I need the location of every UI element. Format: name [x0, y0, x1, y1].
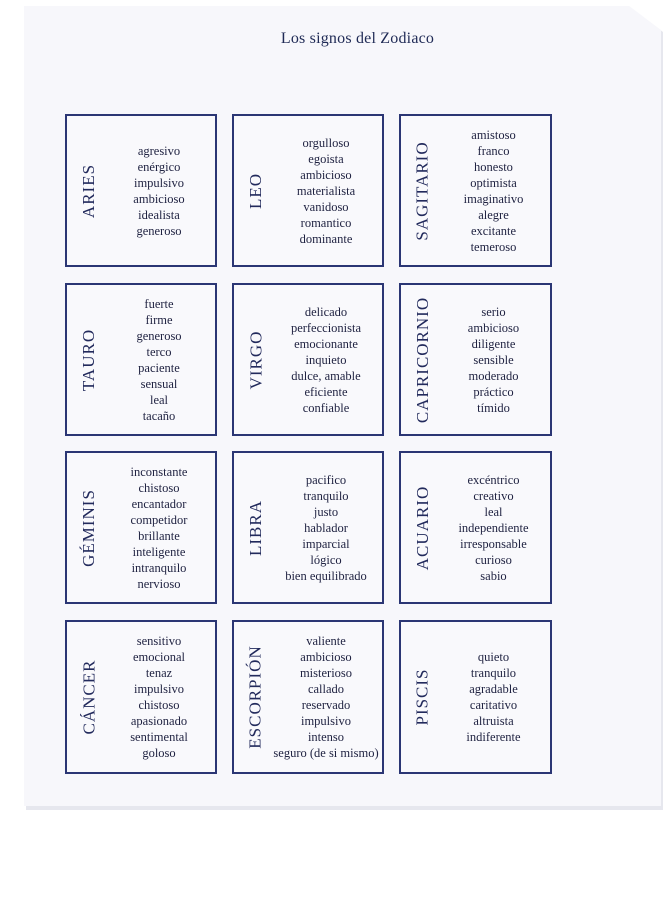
sign-card-sagitario — [399, 114, 552, 267]
sign-name: LIBRA — [246, 499, 265, 556]
trait-item: ambicioso — [300, 650, 352, 664]
trait-item: orgulloso — [302, 135, 350, 150]
trait-list — [441, 453, 546, 602]
sign-name: ARIES — [79, 163, 98, 218]
trait-item: tímido — [477, 400, 510, 415]
trait-item: idealista — [138, 207, 180, 222]
sign-card-cáncer — [65, 620, 217, 774]
trait-item: creativo — [473, 488, 514, 503]
page-title: Los signos del Zodiaco — [280, 30, 435, 47]
trait-item: impulsivo — [133, 175, 184, 190]
trait-item: tacaño — [142, 408, 176, 423]
trait-list — [274, 453, 378, 602]
trait-item: reservado — [301, 698, 351, 712]
trait-item: impulsivo — [133, 682, 184, 696]
trait-item: callado — [307, 682, 345, 696]
trait-list — [441, 622, 546, 772]
trait-item: sabio — [480, 568, 507, 583]
trait-item: sentimental — [130, 730, 188, 744]
trait-item: optimista — [470, 175, 517, 190]
trait-item: valiente — [306, 634, 346, 648]
trait-item: brillante — [138, 528, 180, 543]
trait-item: encantador — [131, 496, 187, 511]
trait-item: intranquilo — [131, 560, 187, 575]
trait-item: vanidoso — [303, 199, 349, 214]
sign-card-géminis — [65, 451, 217, 604]
trait-item: agresivo — [137, 143, 181, 158]
trait-list — [107, 622, 211, 772]
sign-name: VIRGO — [246, 330, 265, 389]
trait-list — [107, 116, 211, 265]
trait-item: temeroso — [470, 239, 517, 254]
trait-item: goloso — [142, 746, 176, 760]
trait-item: inteligente — [132, 544, 186, 559]
trait-item: altruista — [473, 714, 514, 728]
sign-name: CAPRICORNIO — [413, 296, 432, 423]
trait-item: sensitivo — [136, 634, 182, 648]
trait-item: generoso — [136, 223, 182, 238]
trait-item: inquieto — [305, 352, 347, 367]
sign-card-virgo — [232, 283, 384, 436]
trait-item: justo — [313, 504, 339, 519]
trait-item: amistoso — [471, 127, 516, 142]
sign-name: TAURO — [79, 328, 99, 391]
sign-name: CÁNCER — [79, 659, 98, 735]
trait-item: leal — [149, 392, 169, 407]
trait-item: ambicioso — [467, 320, 520, 335]
trait-item: leal — [484, 504, 503, 519]
trait-item: tenaz — [145, 666, 173, 680]
trait-item: inconstante — [130, 464, 188, 479]
trait-item: generoso — [136, 328, 182, 343]
trait-item: romantico — [300, 215, 352, 230]
trait-item: curioso — [475, 552, 512, 567]
trait-list — [441, 116, 546, 265]
trait-item: indiferente — [466, 730, 521, 744]
trait-item: tranquilo — [470, 666, 517, 680]
trait-item: egoista — [308, 151, 344, 166]
sign-name: LEO — [246, 172, 266, 209]
trait-item: sensible — [473, 352, 514, 367]
trait-item: tranquilo — [303, 488, 349, 503]
trait-item: chistoso — [138, 698, 180, 712]
trait-item: enérgico — [137, 159, 181, 174]
sign-name-wrapper — [405, 285, 441, 434]
trait-item: lógico — [310, 552, 342, 567]
trait-item: moderado — [468, 368, 519, 383]
trait-item: perfeccionista — [290, 320, 362, 335]
trait-list — [107, 285, 211, 434]
trait-item: alegre — [478, 207, 509, 222]
trait-item: firme — [145, 312, 173, 327]
sign-card-capricornio — [399, 283, 552, 436]
trait-item: imparcial — [302, 536, 350, 551]
trait-item: hablador — [304, 520, 348, 535]
trait-item: chistoso — [138, 480, 180, 495]
trait-item: práctico — [473, 384, 514, 399]
trait-item: eficiente — [304, 384, 348, 399]
sign-name: ACUARIO — [413, 485, 433, 570]
trait-item: ambicioso — [133, 191, 185, 206]
trait-list — [107, 453, 211, 602]
sign-name-wrapper — [405, 116, 441, 265]
sign-name: ESCORPIÓN — [246, 645, 265, 749]
sign-name-wrapper — [405, 453, 441, 602]
sign-name-wrapper — [238, 116, 274, 265]
trait-item: dulce, amable — [291, 368, 361, 383]
trait-item: honesto — [474, 159, 513, 174]
trait-item: competidor — [130, 512, 188, 527]
trait-item: misterioso — [299, 666, 353, 680]
sign-card-aries — [65, 114, 217, 267]
trait-item: excéntrico — [467, 472, 520, 487]
trait-item: franco — [477, 143, 510, 158]
sign-name-wrapper — [71, 116, 107, 265]
trait-item: caritativo — [469, 698, 518, 712]
trait-item: imaginativo — [463, 191, 524, 206]
sign-name-wrapper — [71, 285, 107, 434]
trait-item: paciente — [138, 360, 180, 375]
sign-name-wrapper — [71, 622, 107, 772]
trait-item: emocional — [132, 650, 186, 664]
sign-name: SAGITARIO — [413, 140, 432, 241]
sign-name-wrapper — [71, 453, 107, 602]
trait-item: dominante — [299, 231, 353, 246]
trait-item: terco — [146, 344, 172, 359]
trait-item: bien equilibrado — [285, 568, 367, 583]
trait-item: excitante — [470, 223, 517, 238]
trait-item: sensual — [140, 376, 178, 391]
sign-card-libra — [232, 451, 384, 604]
trait-item: diligente — [471, 336, 516, 351]
sign-card-escorpión — [232, 620, 384, 774]
trait-item: independiente — [458, 520, 529, 535]
trait-item: intenso — [307, 730, 345, 744]
sign-name: GÉMINIS — [79, 488, 98, 567]
trait-item: nervioso — [137, 576, 181, 591]
sign-card-acuario — [399, 451, 552, 604]
trait-item: impulsivo — [300, 714, 351, 728]
sign-name-wrapper — [405, 622, 441, 772]
trait-item: quieto — [477, 650, 510, 664]
trait-list — [441, 285, 546, 434]
trait-item: pacifico — [305, 472, 347, 487]
trait-item: agradable — [469, 682, 518, 696]
trait-item: serio — [481, 304, 506, 319]
trait-list — [274, 622, 378, 772]
sign-card-leo — [232, 114, 384, 267]
trait-item: apasionado — [130, 714, 188, 728]
trait-item: ambicioso — [300, 167, 352, 182]
trait-list — [274, 116, 378, 265]
trait-item: irresponsable — [460, 536, 527, 551]
sign-card-piscis — [399, 620, 552, 774]
sign-card-tauro — [65, 283, 217, 436]
trait-list — [274, 285, 378, 434]
trait-item: fuerte — [144, 296, 174, 311]
sign-name-wrapper — [238, 453, 274, 602]
trait-item: materialista — [296, 183, 356, 198]
sign-name: PISCIS — [413, 668, 432, 726]
sign-name-wrapper — [238, 622, 274, 772]
trait-item: seguro (de si mismo) — [273, 746, 379, 760]
trait-item: confiable — [302, 400, 350, 415]
sign-name-wrapper — [238, 285, 274, 434]
trait-item: emocionante — [294, 336, 358, 351]
trait-item: delicado — [304, 304, 348, 319]
